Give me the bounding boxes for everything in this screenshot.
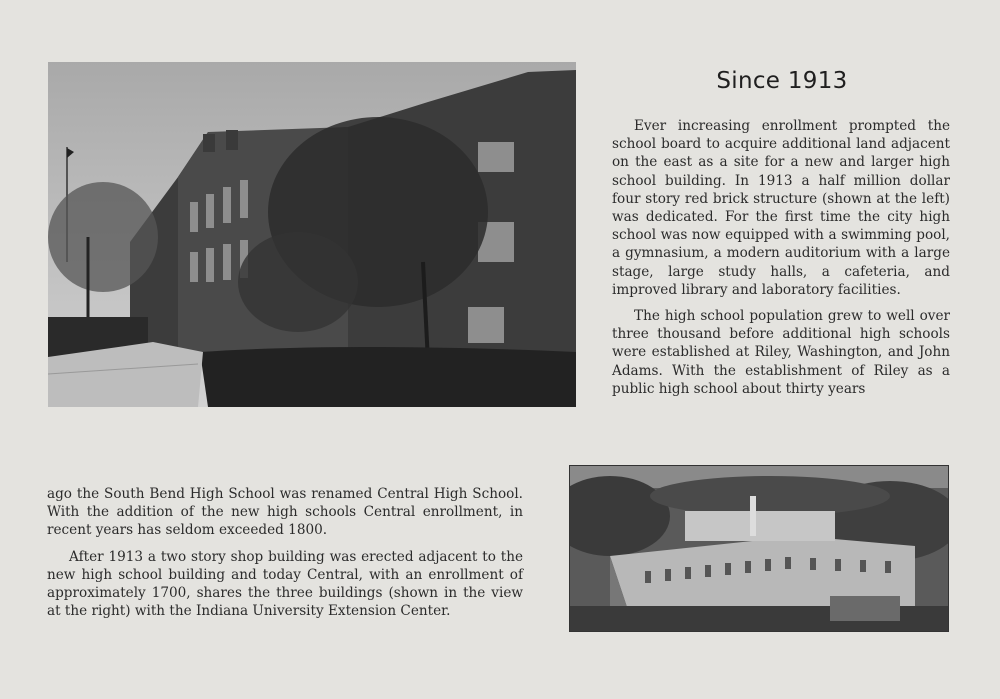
paragraph: The high school population grew to well over three thousand before additional high schools were established at Riley, Washington, and John Adams. With the establishment of Riley as a public high school about thirty years [612, 308, 950, 397]
page-title: Since 1913 [716, 68, 848, 94]
aerial-view-photo [569, 465, 949, 632]
right-text-column [612, 117, 950, 398]
paragraph: ago the South Bend High School was renamed Central High School. With the addition of the new high schools Central enrollment, in recent years has seldom exceeded 1800. [47, 486, 523, 539]
building-photo [48, 62, 576, 407]
paragraph: Ever increasing enrollment prompted the school board to acquire additional land adjacent on the east as a site for a new and larger high school building. In 1913 a half million dollar four story red brick structure (shown at the left) was dedicated. For the first time the city high school was now equipped with a swimming pool, a gymnasium, a modern auditorium with a large stage, large study halls, a cafeteria, and improved library and laboratory facilities. [612, 118, 950, 298]
left-text-column [47, 485, 523, 620]
paragraph: After 1913 a two story shop building was erected adjacent to the new high school building and today Central, with an enrollment of approximately 1700, shares the three buildings (shown in the view at the right) with the Indiana University Extension Center. [47, 548, 523, 620]
